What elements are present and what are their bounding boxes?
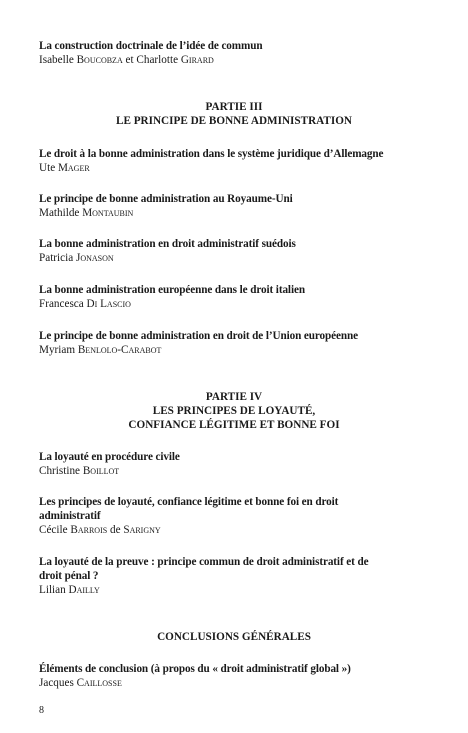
toc-entry xyxy=(39,450,180,478)
part-title-line: LES PRINCIPES DE LOYAUTÉ, xyxy=(152,405,316,417)
entry-author: Ute Mager xyxy=(39,162,90,174)
part-title: LE PRINCIPE DE BONNE ADMINISTRATION xyxy=(115,115,352,127)
entry-title: Les principes de loyauté, confiance légitime et bonne foi en droit administratif xyxy=(39,496,339,522)
toc-entry xyxy=(39,662,351,690)
part-label: PARTIE IV xyxy=(205,391,263,403)
toc-entry xyxy=(39,237,296,265)
part-heading xyxy=(39,100,429,128)
entry-title: La bonne administration en droit administratif suédois xyxy=(39,238,296,250)
conclusions-heading xyxy=(39,630,429,644)
entry-title: La construction doctrinale de l’idée de commun xyxy=(39,40,263,52)
entry-author: Myriam Benlolo-Carabot xyxy=(39,344,162,356)
entry-author: Patricia Jonason xyxy=(39,252,114,264)
toc-entry xyxy=(39,495,389,537)
entry-title: La loyauté en procédure civile xyxy=(39,451,180,463)
toc-entry xyxy=(39,555,389,597)
entry-title: La loyauté de la preuve : principe commun de droit administratif et de droit pénal ? xyxy=(39,556,369,582)
entry-author: Christine Boillot xyxy=(39,465,120,477)
entry-title: Le droit à la bonne administration dans le système juridique d’Allemagne xyxy=(39,148,384,160)
entry-author: Mathilde Montaubin xyxy=(39,207,134,219)
entry-author: Isabelle Boucobza et Charlotte Girard xyxy=(39,54,214,66)
toc-entry xyxy=(39,329,358,357)
entry-author: Cécile Barrois de Sarigny xyxy=(39,524,161,536)
toc-entry xyxy=(39,283,305,311)
conclusions-title: CONCLUSIONS GÉNÉRALES xyxy=(157,631,311,643)
part-label: PARTIE III xyxy=(205,101,263,113)
entry-title: Le principe de bonne administration en droit de l’Union européenne xyxy=(39,330,359,342)
entry-author: Francesca Di Lascio xyxy=(39,298,131,310)
entry-author: Lilian Dailly xyxy=(39,584,100,596)
part-title-line: CONFIANCE LÉGITIME ET BONNE FOI xyxy=(128,419,340,431)
entry-title: Éléments de conclusion (à propos du « droit administratif global ») xyxy=(39,663,351,675)
entry-title: Le principe de bonne administration au Royaume-Uni xyxy=(39,193,293,205)
part-heading xyxy=(39,390,429,432)
toc-entry xyxy=(39,192,293,220)
entry-author: Jacques Caillosse xyxy=(39,677,122,689)
toc-entry xyxy=(39,39,262,67)
page-number: 8 xyxy=(39,705,44,716)
entry-title: La bonne administration européenne dans le droit italien xyxy=(39,284,305,296)
toc-entry xyxy=(39,147,383,175)
